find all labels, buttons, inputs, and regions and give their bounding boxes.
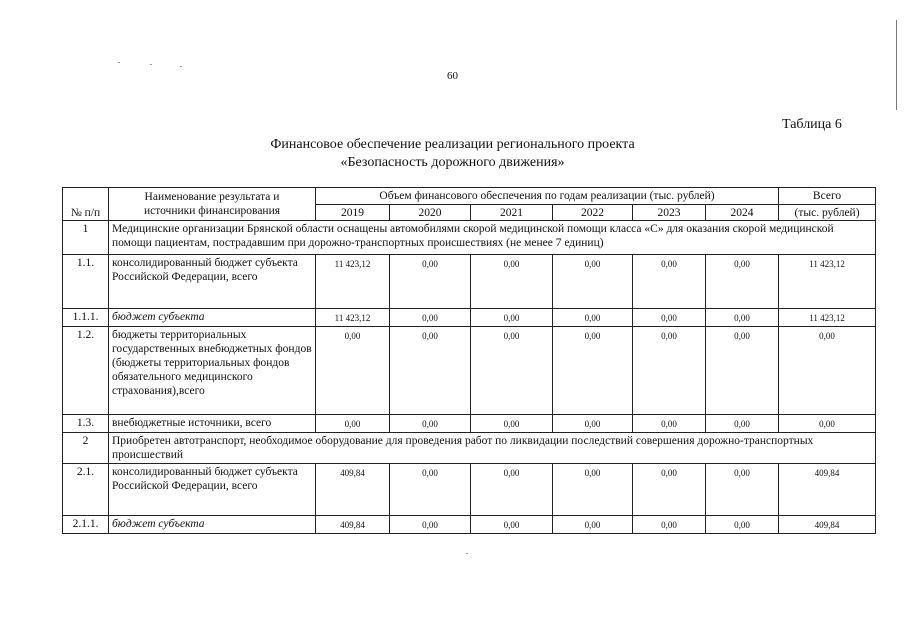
value-cell: 0,00	[633, 516, 706, 534]
row-name: бюджеты территориальных государственных внебюджетных фондов (бюджеты территориальных фондов обязательного медицинского страхования),всего	[109, 327, 316, 415]
section-num: 2	[63, 433, 109, 464]
total-cell: 0,00	[779, 327, 876, 415]
value-cell: 0,00	[633, 415, 706, 433]
table-body	[63, 221, 876, 534]
scan-speck	[118, 62, 120, 63]
header-year: 2019	[316, 205, 390, 221]
total-cell: 11 423,12	[779, 255, 876, 309]
value-cell: 0,00	[706, 309, 779, 327]
row-num: 1.1.	[63, 255, 109, 309]
header-total-units: (тыс. рублей)	[779, 205, 876, 221]
header-name	[109, 188, 316, 221]
value-cell: 0,00	[390, 327, 471, 415]
value-cell: 0,00	[706, 464, 779, 516]
total-cell: 0,00	[779, 415, 876, 433]
title-line-1: Финансовое обеспечение реализации регионального проекта	[270, 137, 635, 152]
total-cell: 11 423,12	[779, 309, 876, 327]
section-title: Приобретен автотранспорт, необходимое оборудование для проведения работ по ликвидации последствий совершения дорожно-транспортных происшествий	[109, 433, 876, 464]
value-cell: 0,00	[471, 516, 553, 534]
header-name-line-1: Наименование результата и	[144, 191, 280, 203]
title-line-2: «Безопасность дорожного движения»	[340, 155, 565, 170]
value-cell: 0,00	[633, 464, 706, 516]
header-year: 2021	[471, 205, 553, 221]
value-cell: 0,00	[553, 255, 633, 309]
row-name: внебюджетные источники, всего	[109, 415, 316, 433]
total-cell: 409,84	[779, 464, 876, 516]
value-cell: 0,00	[553, 415, 633, 433]
value-cell: 0,00	[471, 415, 553, 433]
header-year: 2020	[390, 205, 471, 221]
header-name-line-2: источники финансирования	[143, 205, 281, 217]
scan-speck	[150, 64, 152, 65]
value-cell: 0,00	[390, 255, 471, 309]
value-cell: 0,00	[553, 464, 633, 516]
value-cell: 0,00	[390, 464, 471, 516]
table-label: Таблица 6	[782, 117, 842, 132]
scan-edge-line	[896, 20, 897, 110]
value-cell: 0,00	[471, 464, 553, 516]
table-row	[63, 464, 876, 516]
value-cell: 0,00	[390, 309, 471, 327]
table-row	[63, 415, 876, 433]
value-cell: 0,00	[390, 415, 471, 433]
value-cell: 0,00	[471, 309, 553, 327]
header-years-group: Объем финансового обеспечения по годам реализации (тыс. рублей)	[316, 188, 779, 205]
row-name: бюджет субъекта	[109, 516, 316, 534]
row-num: 1.2.	[63, 327, 109, 415]
value-cell: 11 423,12	[316, 309, 390, 327]
value-cell: 0,00	[553, 309, 633, 327]
row-num: 1.3.	[63, 415, 109, 433]
scan-speck	[180, 66, 182, 67]
row-num: 2.1.	[63, 464, 109, 516]
section-title: Медицинские организации Брянской области оснащены автомобилями скорой медицинской помощи класса «С» для оказания скорой медицинской помощи пациентам, пострадавшим при дорожно-транспортных происшествиях (не менее 7 единиц)	[109, 221, 876, 255]
table-row	[63, 327, 876, 415]
header-year: 2023	[633, 205, 706, 221]
value-cell: 0,00	[633, 327, 706, 415]
row-name: консолидированный бюджет субъекта Российской Федерации, всего	[109, 255, 316, 309]
table-row	[63, 255, 876, 309]
value-cell: 0,00	[316, 327, 390, 415]
section-row	[63, 433, 876, 464]
row-num: 2.1.1.	[63, 516, 109, 534]
value-cell: 0,00	[706, 516, 779, 534]
value-cell: 409,84	[316, 516, 390, 534]
header-year: 2024	[706, 205, 779, 221]
header-num: № п/п	[63, 188, 109, 221]
page-number: 60	[447, 70, 458, 82]
financing-table	[62, 187, 876, 534]
row-name: бюджет субъекта	[109, 309, 316, 327]
value-cell: 0,00	[553, 327, 633, 415]
total-cell: 409,84	[779, 516, 876, 534]
value-cell: 0,00	[471, 327, 553, 415]
value-cell: 0,00	[706, 255, 779, 309]
row-name: консолидированный бюджет субъекта Российской Федерации, всего	[109, 464, 316, 516]
table-row	[63, 309, 876, 327]
value-cell: 0,00	[316, 415, 390, 433]
value-cell: 0,00	[553, 516, 633, 534]
row-num: 1.1.1.	[63, 309, 109, 327]
document-title	[0, 136, 905, 172]
value-cell: 0,00	[706, 415, 779, 433]
header-year: 2022	[553, 205, 633, 221]
value-cell: 0,00	[390, 516, 471, 534]
value-cell: 11 423,12	[316, 255, 390, 309]
value-cell: 409,84	[316, 464, 390, 516]
value-cell: 0,00	[706, 327, 779, 415]
scan-speck	[466, 553, 468, 554]
table-row	[63, 516, 876, 534]
header-total: Всего	[779, 188, 876, 205]
value-cell: 0,00	[471, 255, 553, 309]
section-num: 1	[63, 221, 109, 255]
value-cell: 0,00	[633, 309, 706, 327]
section-row	[63, 221, 876, 255]
value-cell: 0,00	[633, 255, 706, 309]
